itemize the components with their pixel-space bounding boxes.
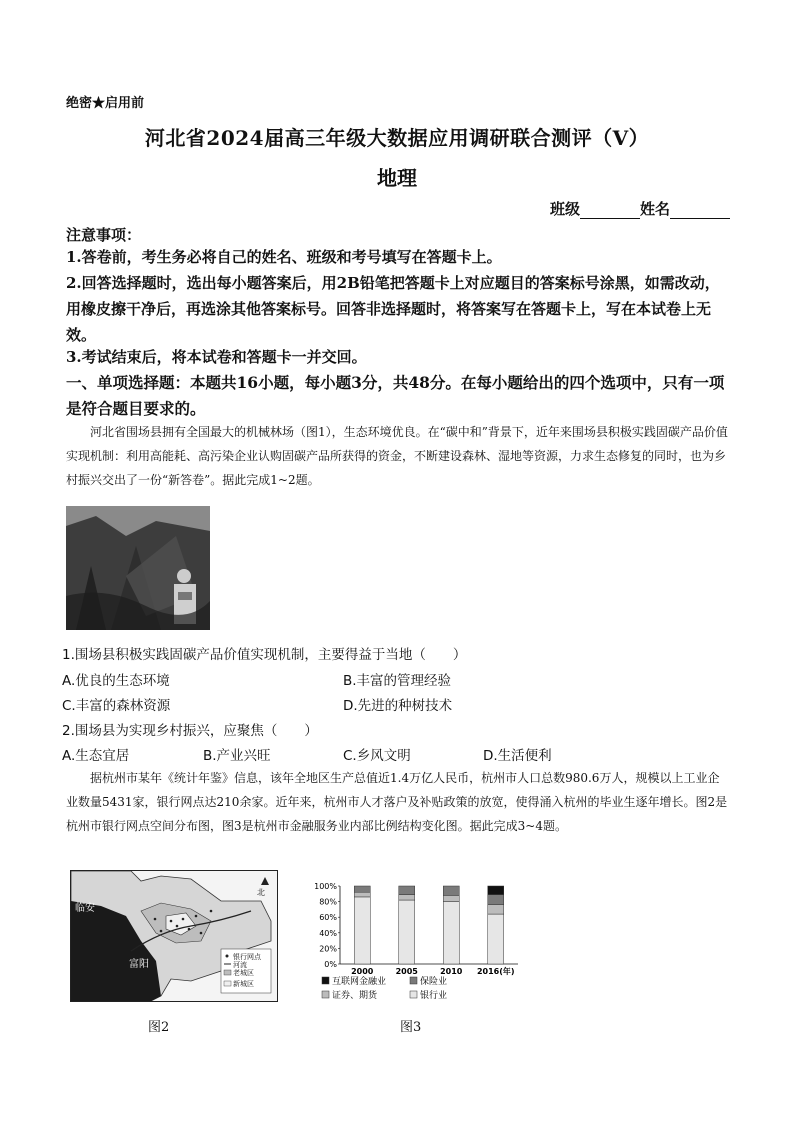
name-blank[interactable] <box>670 202 730 219</box>
figure-3-caption: 图3 <box>400 1020 422 1035</box>
legend-label: 互联网金融业 <box>332 977 387 987</box>
y-tick-label: 100% <box>314 882 337 891</box>
notice-item-1: 1.答卷前，考生务必将自己的姓名、班级和考号填写在答题卡上。 <box>66 248 502 266</box>
legend-label: 保险业 <box>420 977 448 987</box>
legend-label: 银行业 <box>420 991 448 1001</box>
legend-label: 证券、期货 <box>332 991 378 1001</box>
y-tick-label: 80% <box>319 897 337 907</box>
notice-item-3: 3.考试结束后，将本试卷和答题卡一并交回。 <box>66 348 367 366</box>
bar-segment <box>399 886 415 895</box>
exam-title: 河北省2024届高三年级大数据应用调研联合测评（V） <box>144 126 650 150</box>
map-legend-river: 河流 <box>233 961 247 969</box>
x-tick-label: 2010 <box>440 967 463 976</box>
section-heading: 一、单项选择题：本题共16小题，每小题3分，共48分。在每小题给出的四个选项中，只有一项是符合题目要求的。 <box>66 373 725 418</box>
bar-segment <box>354 897 370 964</box>
question-1-option-d[interactable]: D.先进的种树技术 <box>343 698 453 714</box>
question-1-option-b[interactable]: B.丰富的管理经验 <box>343 673 452 689</box>
bar-segment <box>488 886 504 895</box>
forest-photo <box>66 506 210 630</box>
bar-segment <box>354 892 370 897</box>
question-1-option-c[interactable]: C.丰富的森林资源 <box>62 698 171 714</box>
subject-title: 地理 <box>377 166 417 190</box>
map-label-linan: 临安 <box>75 903 95 914</box>
question-1-option-a[interactable]: A.优良的生态环境 <box>62 673 170 689</box>
finance-structure-chart <box>300 878 522 1006</box>
question-2-option-a[interactable]: A.生态宜居 <box>62 748 130 764</box>
map-north-label: 北 <box>257 888 265 897</box>
bank-distribution-map <box>70 870 278 1002</box>
question-2-option-d[interactable]: D.生活便利 <box>483 748 552 764</box>
legend-swatch <box>322 991 329 998</box>
y-tick-label: 40% <box>319 928 337 938</box>
map-legend-bank: 银行网点 <box>233 953 261 961</box>
class-name-line <box>550 198 730 219</box>
question-2-option-b[interactable]: B.产业兴旺 <box>203 748 271 764</box>
legend-swatch <box>410 977 417 984</box>
map-legend-new-city: 新城区 <box>233 980 254 988</box>
forest-photo-graphic <box>66 506 210 630</box>
map-label-fuyang: 富阳 <box>129 959 149 970</box>
class-blank[interactable] <box>580 202 640 219</box>
legend-swatch <box>410 991 417 998</box>
bar-segment <box>488 895 504 905</box>
bar-segment <box>399 900 415 964</box>
bar-segment <box>488 905 504 914</box>
y-tick-label: 20% <box>319 944 337 954</box>
figure-2-caption: 图2 <box>148 1020 170 1035</box>
chart-svg <box>300 878 522 1006</box>
x-tick-label: 2016(年) <box>476 967 515 976</box>
x-tick-label: 2000 <box>351 967 374 976</box>
question-2-option-c[interactable]: C.乡风文明 <box>343 748 411 764</box>
legend-swatch <box>322 977 329 984</box>
passage-1: 河北省围场县拥有全国最大的机械林场（图1），生态环境优良。在“碳中和”背景下，近年来围场县积极实践固碳产品价值实现机制：利用高能耗、高污染企业认购固碳产品所获得的资金，不断建设森林、湿地等资源，力求生态修复的同时，也为乡村振兴交出了一份“新答卷”。据此完成1~2题。 <box>66 425 728 487</box>
bar-segment <box>443 895 459 901</box>
class-label: 班级 <box>549 200 580 218</box>
map-legend-old-city: 老城区 <box>233 969 254 977</box>
bar-segment <box>399 895 415 900</box>
bar-segment <box>443 902 459 964</box>
bar-segment <box>443 886 459 895</box>
notice-heading: 注意事项： <box>66 226 142 244</box>
secret-label: 绝密★启用前 <box>66 96 145 111</box>
x-tick-label: 2005 <box>395 967 418 976</box>
passage-2: 据杭州市某年《统计年鉴》信息，该年全地区生产总值近1.4万亿人民币，杭州市人口总数980.6万人，规模以上工业企业数量5431家，银行网点达210余家。近年来，杭州市人才落户及补贴政策的放宽，使得涌入杭州的毕业生逐年增长。图2是杭州市银行网点空间分布图，图3是杭州市金融服务业内部比例结构变化图。据此完成3~4题。 <box>66 771 728 833</box>
question-1-stem: 1.围场县积极实践固碳产品价值实现机制，主要得益于当地（ ） <box>62 647 467 663</box>
bar-segment <box>488 914 504 964</box>
bar-segment <box>354 886 370 892</box>
name-label: 姓名 <box>639 200 670 218</box>
notice-item-2: 2.回答选择题时，选出每小题答案后，用2B铅笔把答题卡上对应题目的答案标号涂黑，如需改动，用橡皮擦干净后，再选涂其他答案标号。回答非选择题时，将答案写在答题卡上，写在本试卷上无效。 <box>66 274 720 344</box>
y-tick-label: 60% <box>319 913 337 923</box>
y-tick-label: 0% <box>324 960 337 969</box>
question-2-stem: 2.围场县为实现乡村振兴，应聚焦（ ） <box>62 723 318 739</box>
